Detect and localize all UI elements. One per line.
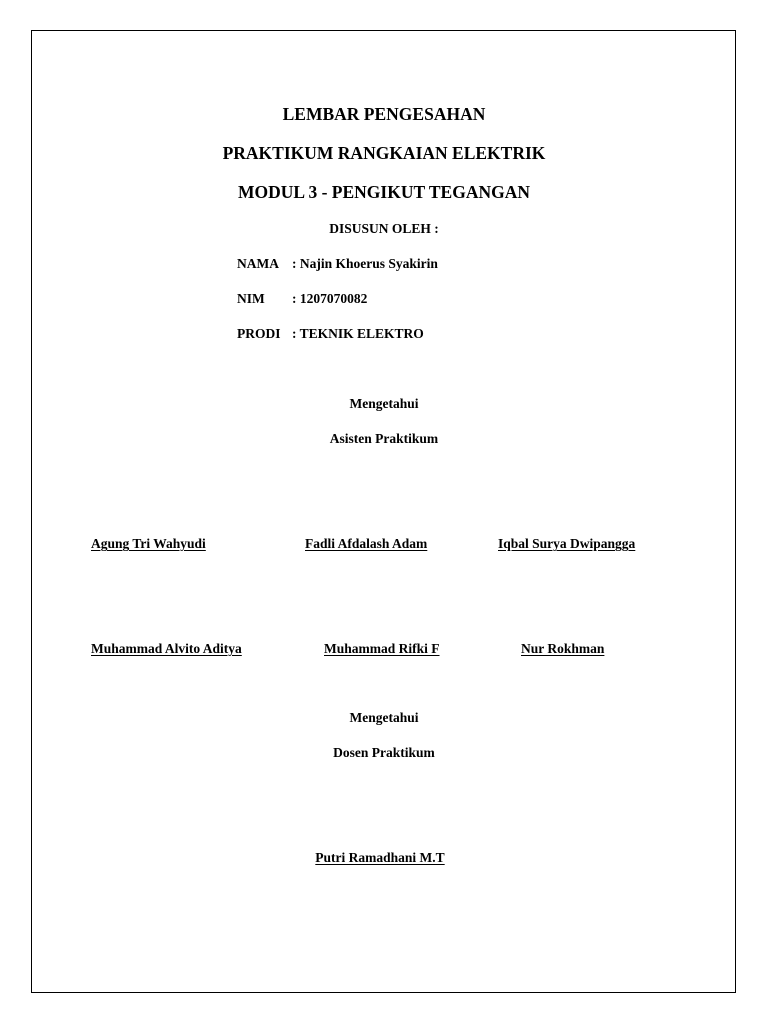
assistant-signer-5: Muhammad Rifki F	[324, 641, 440, 656]
name-value: : Najin Khoerus Syakirin	[292, 256, 438, 271]
assistant-signer-4: Muhammad Alvito Aditya	[91, 641, 242, 656]
assistant-acknowledged-label: Mengetahui	[349, 396, 419, 411]
assistant-signer-6: Nur Rokhman	[521, 641, 605, 656]
module-title: MODUL 3 - PENGIKUT TEGANGAN	[237, 182, 531, 202]
nim-value: : 1207070082	[292, 291, 368, 306]
lecturer-acknowledged-label: Mengetahui	[349, 710, 419, 725]
lecturer-role-label: Dosen Praktikum	[333, 745, 435, 760]
author-prodi-row	[237, 325, 424, 343]
name-label: NAMA	[237, 256, 279, 271]
assistant-role-label: Asisten Praktikum	[329, 431, 439, 446]
lecturer-name: Putri Ramadhani M.T	[315, 850, 445, 865]
nim-label: NIM	[237, 291, 265, 306]
author-name-row	[237, 255, 438, 273]
author-nim-row	[237, 290, 367, 308]
prodi-label: PRODI	[237, 326, 281, 341]
prodi-value: : TEKNIK ELEKTRO	[292, 326, 424, 341]
document-title: LEMBAR PENGESAHAN	[282, 104, 486, 124]
course-title: PRAKTIKUM RANGKAIAN ELEKTRIK	[222, 143, 546, 163]
assistant-signer-3: Iqbal Surya Dwipangga	[498, 536, 636, 551]
author-heading: DISUSUN OLEH :	[329, 221, 439, 236]
lecturer-signer	[0, 849, 760, 867]
assistant-signer-1: Agung Tri Wahyudi	[91, 536, 206, 551]
assistant-signer-2: Fadli Afdalash Adam	[305, 536, 428, 551]
